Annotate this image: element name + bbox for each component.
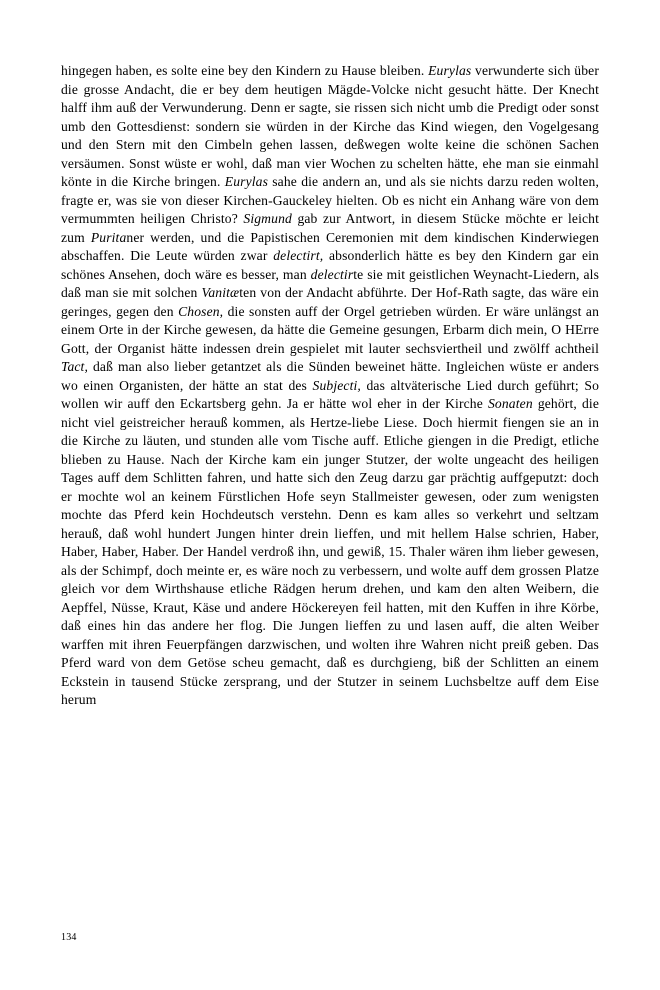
- page-number: 134: [61, 932, 77, 943]
- body-text-block: [61, 62, 599, 710]
- body-paragraph: hingegen haben, es solte eine bey den Kindern zu Hause bleiben. Eurylas verwunderte sich über die grosse Andacht, die er bey dem heutigen Mägde-Volcke nicht gesucht hätte. Der Knecht halff ihm auß der Verwunderung. Denn er sagte, sie rissen sich nicht umb die Predigt oder sonst umb den Gottesdienst: sondern sie würden in der Kirche das Kind wiegen, den Vogelgesang und den Stern mit den Cimbeln gehen lassen, deßwegen wolte keine die schönen Sachen versäumen. Sonst wüste er wohl, daß man vier Wochen zu schelten hätte, ehe man sie einmahl könte in die Kirche bringen. Eurylas sahe die andern an, und als sie nichts darzu reden wolten, fragte er, was sie von dieser Kirchen-Gauckeley hielten. Ob es nicht ein Anhang wäre von dem vermummten heiligen Christo? Sigmund gab zur Antwort, in diesem Stücke möchte er leicht zum Puritaner werden, und die Papistischen Ceremonien mit dem kindischen Kinderwiegen abschaffen. Die Leute würden zwar delectirt, absonderlich hätte es bey den Kindern gar ein schönes Ansehen, doch wäre es besser, man delectirte sie mit geistlichen Weynacht-Liedern, als daß man sie mit solchen Vanitæten von der Andacht abführte. Der Hof-Rath sagte, das wäre ein geringes, gegen den Chosen, die sonsten auff der Orgel getrieben würden. Er wäre unlängst an einem Orte in der Kirche gewesen, da hätte die Gemeine gesungen, Erbarm dich mein, O HErre Gott, der Organist hätte indessen drein gespielet mit lauter sechsviertheil und zwölff achtheil Tact, daß man also lieber getantzet als die Sünden beweinet hätte. Ingleichen wüste er anders wo einen Organisten, der hätte an stat des Subjecti, das altväterische Lied durch geführt; So wollen wir auff den Eckartsberg gehn. Ja er hätte wol eher in der Kirche Sonaten gehört, die nicht viel geistreicher herauß kommen, als Hertze-liebe Liese. Doch hiermit fiengen sie an in die Kirche zu läuten, und stunden alle vom Tische auff. Etliche giengen in die Predigt, etliche blieben zu Hause. Nach der Kirche kam ein junger Stutzer, der wolte ungeacht des heiligen Tages auff dem Schlitten fahren, und hatte sich den Zeug darzu gar prächtig auffgeputzt: doch er mochte wol an keinem Fürstlichen Hofe seyn Stallmeister gewesen, oder zum wenigsten mochte das Pferd kein Hochdeutsch verstehn. Denn es kam alles so verkehrt und seltzam herauß, daß wohl hundert Jungen hinter drein lieffen, und mit hellem Halse schrien, Haber, Haber, Haber, Haber. Der Handel verdroß ihn, und gewiß, 15. Thaler wären ihm lieber gewesen, als der Schimpf, doch meinte er, es wäre noch zu verbessern, und wolte auff dem grossen Platze gleich vor dem Wirthshause etliche Rädgen herum drehen, und kam den alten Weibern, die Aepffel, Nüsse, Kraut, Käse und andere Höckereyen feil hatten, mit den Kuffen in ihre Körbe, daß eines hin das andere her flog. Die Jungen lieffen zu und lasen auff, die alten Weiber warffen mit ihren Feuerpfängen darzwischen, und wolten ihre Wahren nicht preiß geben. Das Pferd ward von dem Getöse scheu gemacht, daß es durchgieng, biß der Schlitten an einem Eckstein in tausend Stücke zersprang, und der Stutzer in seinem Luchsbeltze auff dem Eise herum: [61, 63, 600, 707]
